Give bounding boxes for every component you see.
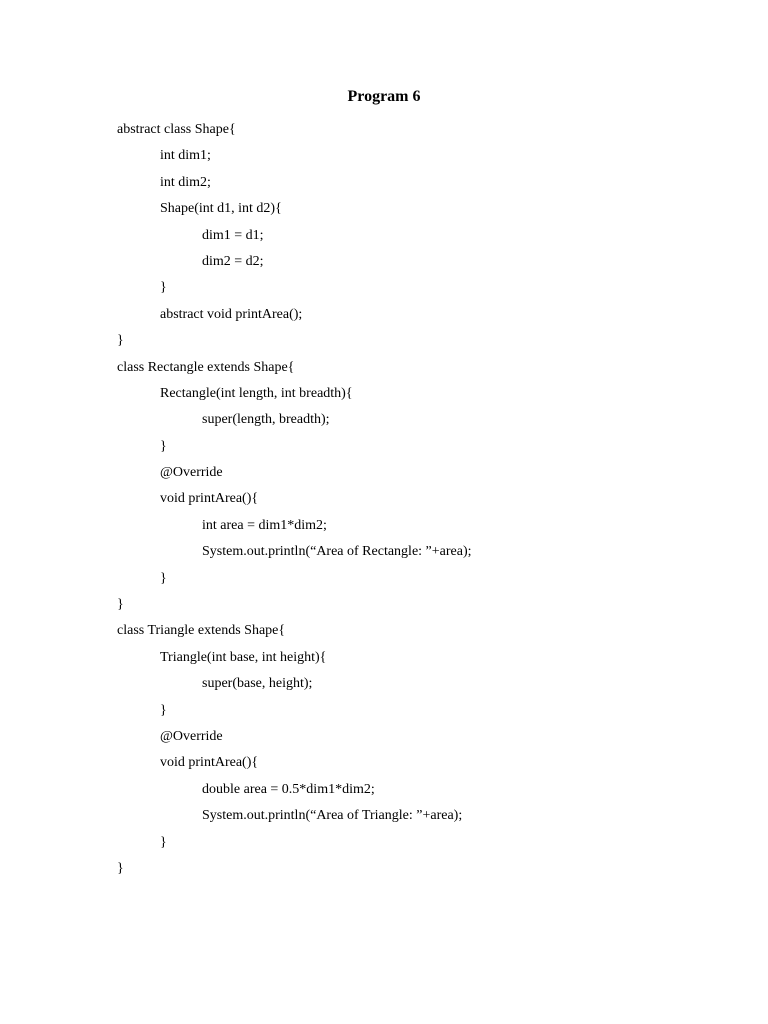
code-line: int dim2; <box>160 174 211 190</box>
code-line: dim1 = d1; <box>202 227 264 243</box>
code-line: } <box>160 834 167 850</box>
code-line: super(base, height); <box>202 676 313 692</box>
code-listing <box>117 117 472 882</box>
code-line: class Rectangle extends Shape{ <box>117 359 295 375</box>
code-line: void printArea(){ <box>160 491 259 507</box>
code-line: @Override <box>160 728 223 744</box>
code-line: abstract class Shape{ <box>117 122 236 137</box>
code-line: super(length, breadth); <box>202 412 330 428</box>
code-line: Triangle(int base, int height){ <box>160 649 327 665</box>
code-line: } <box>160 280 167 296</box>
code-line: class Triangle extends Shape{ <box>117 623 286 639</box>
code-line: } <box>160 438 167 454</box>
page-title: Program 6 <box>347 88 421 105</box>
code-line: void printArea(){ <box>160 755 259 771</box>
code-line: System.out.println(“Area of Rectangle: ”+area); <box>202 544 472 560</box>
code-line: int dim1; <box>160 148 211 164</box>
code-line: } <box>117 333 124 349</box>
code-line: Rectangle(int length, int breadth){ <box>160 385 353 401</box>
code-line: } <box>160 570 167 586</box>
code-line: @Override <box>160 465 223 481</box>
code-line: } <box>160 702 167 718</box>
code-line: dim2 = d2; <box>202 253 264 269</box>
code-line: Shape(int d1, int d2){ <box>160 201 282 217</box>
code-line: } <box>117 597 124 613</box>
code-line: abstract void printArea(); <box>160 306 303 322</box>
code-line: int area = dim1*dim2; <box>202 517 327 533</box>
code-line: System.out.println(“Area of Triangle: ”+area); <box>202 808 463 824</box>
code-line: double area = 0.5*dim1*dim2; <box>202 781 375 797</box>
code-line: } <box>117 860 124 876</box>
